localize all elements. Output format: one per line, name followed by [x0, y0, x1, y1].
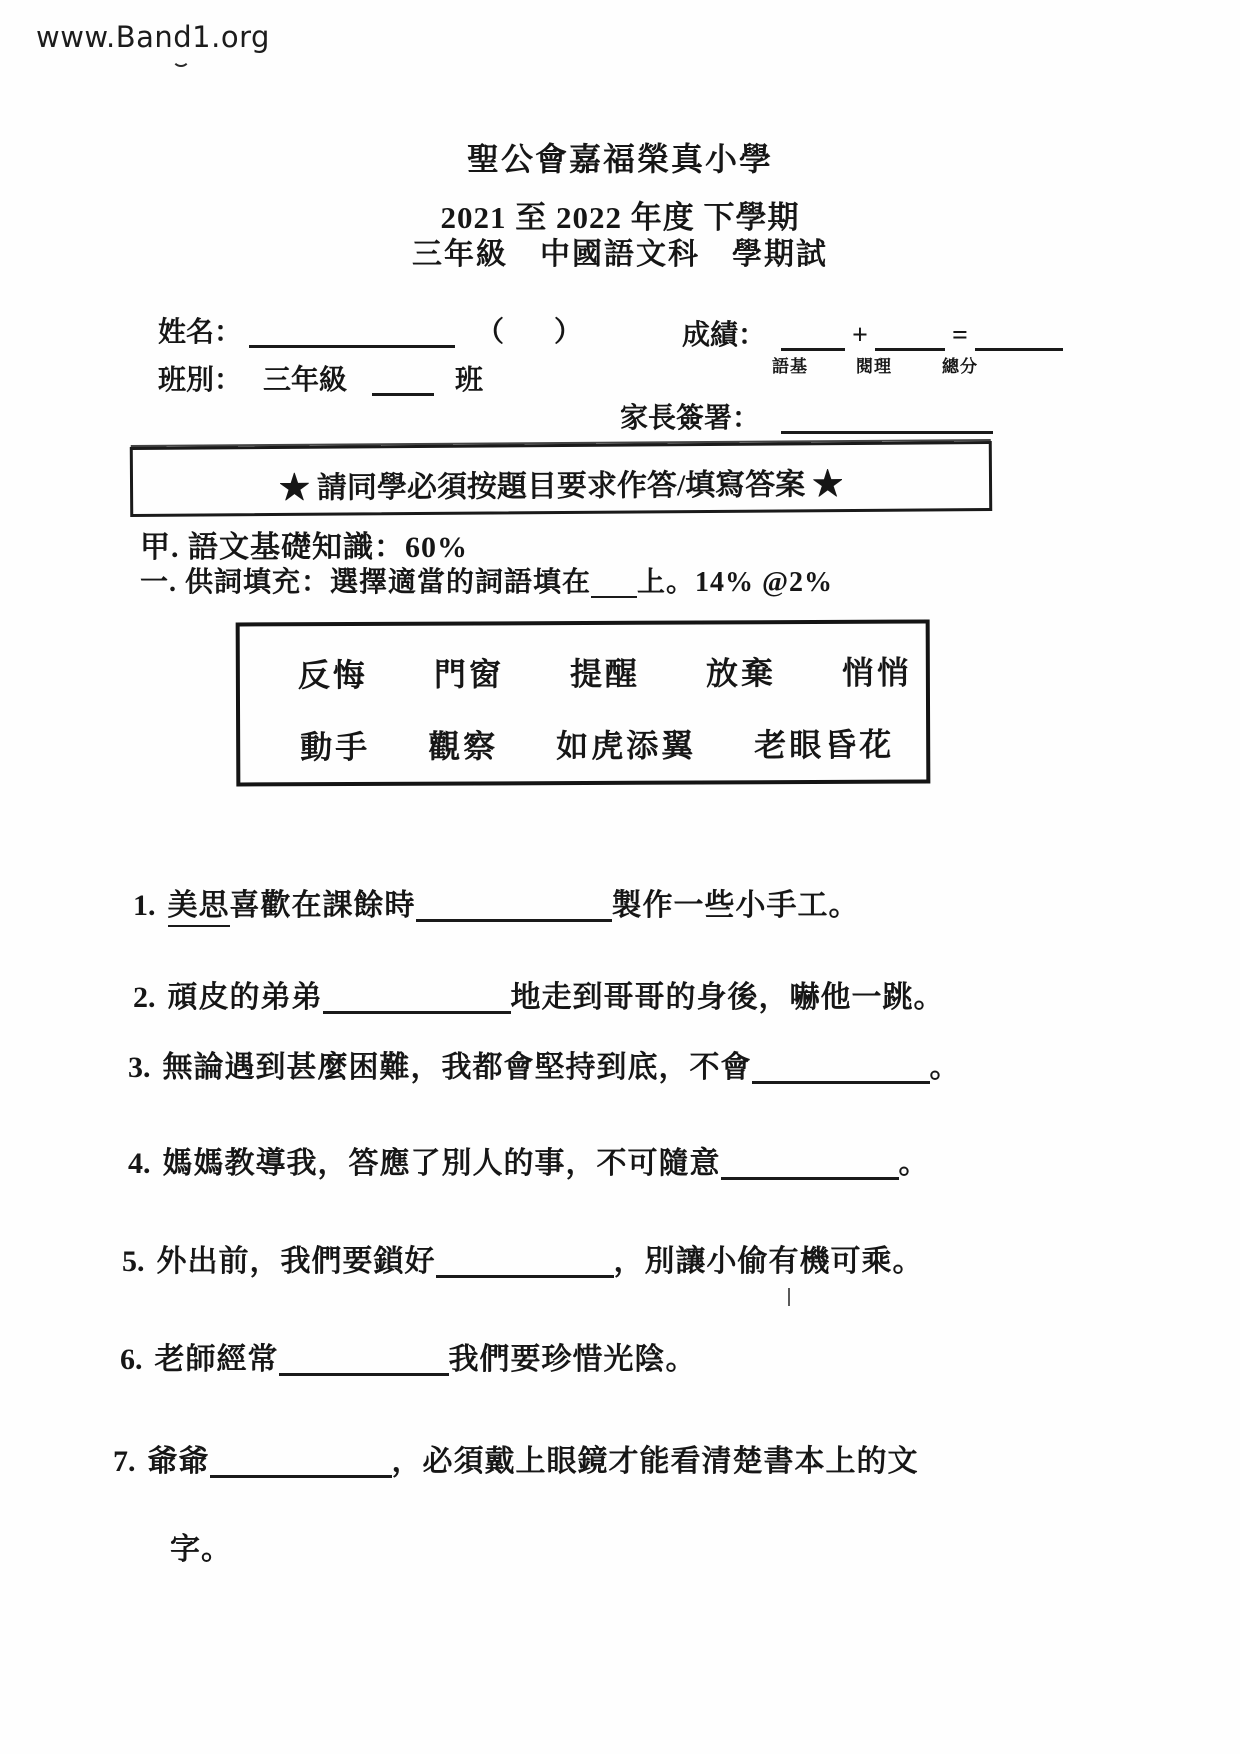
question-4-text-after: 。 — [898, 1147, 930, 1180]
question-5-blank — [436, 1245, 614, 1278]
word-bank-item: 悄悄 — [841, 654, 913, 691]
question-4 — [128, 1138, 930, 1182]
question-7-text-before: 爺爺 — [147, 1445, 210, 1478]
question-7-wrap-line: 字。 — [170, 1533, 232, 1566]
question-2-text-after: 地走到哥哥的身後，嚇他一跳。 — [510, 981, 945, 1014]
question-1-text-after: 製作一些小手工。 — [611, 889, 860, 922]
question-5-text-before: 外出前，我們要鎖好 — [156, 1245, 436, 1278]
question-6-text-before: 老師經常 — [154, 1343, 279, 1376]
question-3 — [128, 1042, 961, 1086]
class-blank — [372, 363, 434, 396]
watermark: www.Band1.org — [36, 20, 270, 54]
class-suffix: 班 — [455, 365, 484, 396]
word-bank-box — [236, 619, 931, 786]
class-label: 班別： — [158, 365, 243, 396]
grade-text: 三年級 — [263, 365, 348, 396]
question-6-number: 6. — [120, 1343, 143, 1376]
question-1-number: 1. — [133, 889, 156, 922]
question-1-text-before: 喜歡在課餘時 — [229, 889, 416, 922]
parent-signature-blank — [781, 401, 993, 434]
word-bank-item: 放棄 — [705, 655, 777, 692]
question-2 — [133, 972, 945, 1016]
exercise-1-heading — [140, 560, 833, 600]
question-1-underlined-name: 美思 — [168, 889, 230, 927]
class-number-paren-close: ） — [554, 317, 583, 348]
word-bank-item: 提醒 — [569, 655, 640, 693]
question-7 — [113, 1436, 919, 1480]
question-1-blank — [416, 889, 612, 922]
exercise-1-heading-before: 一. 供詞填充：選擇適當的詞語填在 — [140, 567, 592, 598]
word-bank-item: 老眼昏花 — [754, 726, 895, 764]
school-name: 聖公會嘉福榮真小學 — [466, 141, 773, 177]
term-line: 2021 至 2022 年度 下學期 — [440, 200, 800, 235]
word-bank-item: 動手 — [300, 728, 371, 766]
score-label: 成績： — [682, 320, 767, 351]
score-blank-language — [781, 318, 845, 351]
question-2-blank — [323, 981, 511, 1014]
question-6-blank — [279, 1343, 449, 1376]
name-blank — [249, 315, 455, 348]
word-bank-item: 觀察 — [428, 728, 499, 765]
exercise-1-heading-blank — [591, 566, 637, 598]
question-3-blank — [752, 1051, 930, 1084]
score-sub-label-language: 語基 — [772, 357, 808, 376]
question-3-text-after: 。 — [929, 1051, 961, 1084]
question-7-number: 7. — [113, 1445, 136, 1478]
name-label: 姓名： — [158, 317, 243, 348]
question-2-number: 2. — [133, 981, 156, 1014]
score-blank-total — [975, 318, 1063, 351]
section-a-heading: 甲. 語文基礎知識：60% — [140, 531, 468, 564]
word-bank-item: 反悔 — [297, 656, 368, 694]
question-7-text-after: ，必須戴上眼鏡才能看清楚書本上的文 — [391, 1445, 919, 1478]
question-6 — [120, 1334, 697, 1378]
exercise-1-heading-after: 上。14% @2% — [637, 567, 834, 598]
notice-banner: ★ 請同學必須按題目要求作答/填寫答案 ★ — [130, 441, 992, 517]
question-3-text-before: 無論遇到甚麼困難，我都會堅持到底，不會 — [162, 1051, 752, 1084]
question-3-number: 3. — [128, 1051, 151, 1084]
class-number-paren-open: （ — [476, 317, 505, 348]
question-4-blank — [721, 1147, 899, 1180]
word-bank-row-2 — [240, 694, 926, 769]
question-2-text-before: 頑皮的弟弟 — [167, 981, 323, 1014]
question-4-text-before: 媽媽教導我，答應了別人的事，不可隨意 — [162, 1147, 721, 1180]
word-bank-row-1 — [240, 624, 926, 697]
word-bank-item: 門窗 — [433, 656, 504, 693]
score-row — [682, 313, 1063, 353]
question-5 — [122, 1236, 924, 1280]
name-row — [158, 310, 582, 350]
subject-line: 三年級 中國語文科 學期試 — [412, 238, 828, 271]
scan-artifact-mark — [788, 1288, 790, 1306]
question-4-number: 4. — [128, 1147, 151, 1180]
word-bank-item: 如虎添翼 — [556, 727, 697, 765]
question-7-blank — [210, 1445, 392, 1478]
parent-signature-label: 家長簽署： — [620, 403, 761, 434]
score-sub-label-total: 總分 — [942, 357, 978, 376]
score-blank-reading — [875, 318, 945, 351]
question-6-text-after: 我們要珍惜光陰。 — [448, 1343, 697, 1376]
scan-mark-icon — [172, 56, 190, 67]
question-5-text-after: ，別讓小偷有機可乘。 — [613, 1245, 924, 1278]
score-sub-label-reading: 閱理 — [856, 357, 892, 376]
class-row — [158, 358, 483, 398]
question-1 — [133, 880, 860, 924]
question-5-number: 5. — [122, 1245, 145, 1278]
parent-signature-row — [620, 396, 993, 436]
score-equals-sign: = — [951, 320, 968, 351]
score-plus-sign: + — [852, 320, 868, 351]
